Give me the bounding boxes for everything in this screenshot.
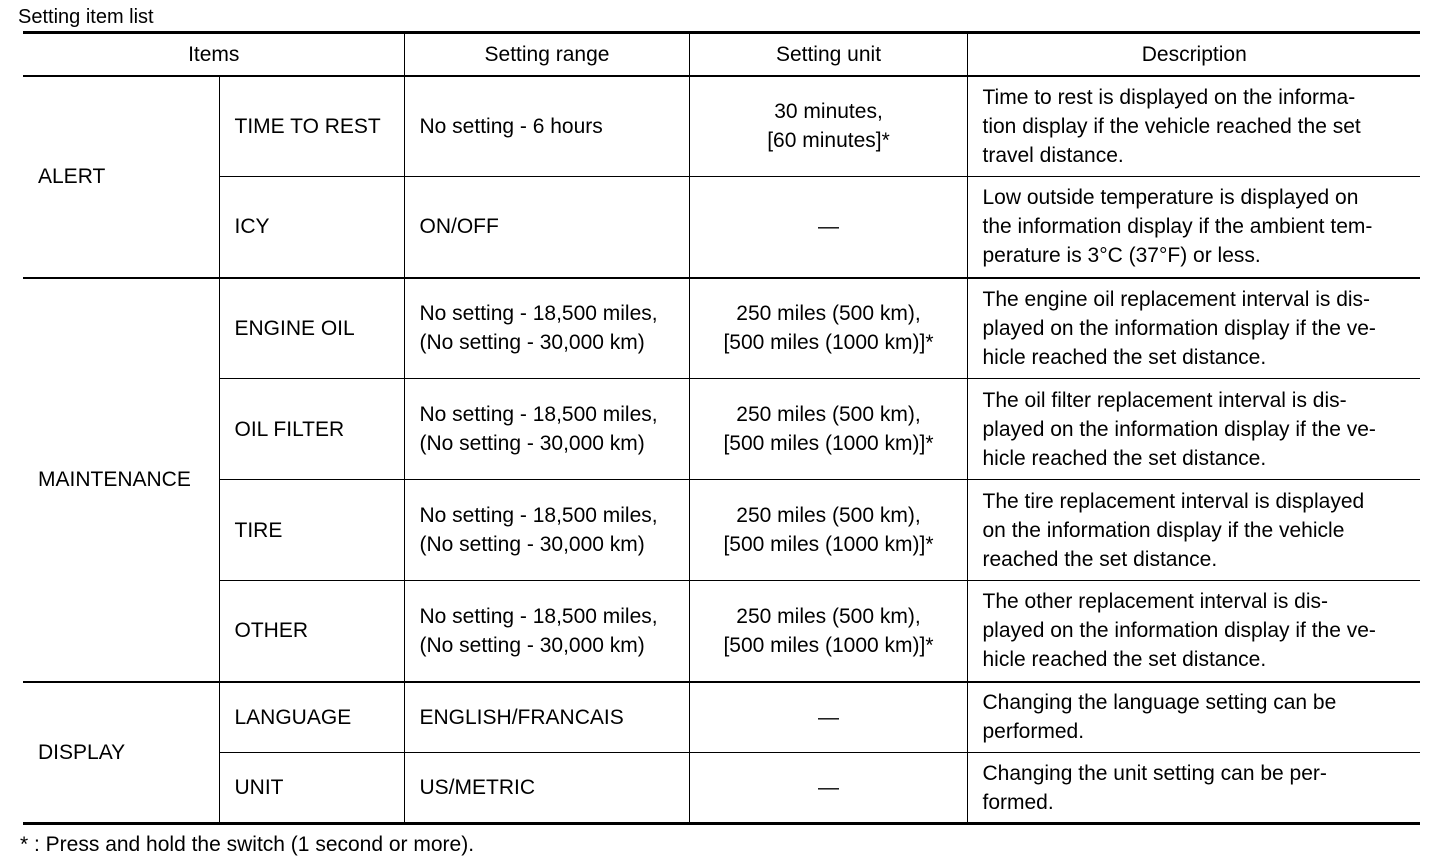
unit-line: [500 miles (1000 km)]*	[723, 533, 934, 556]
unit-oil-filter	[689, 379, 967, 480]
item-oil-filter: OIL FILTER	[219, 379, 404, 480]
desc-line: hicle reached the set distance.	[982, 648, 1267, 672]
header-description: Description	[967, 33, 1420, 76]
range-line: (No setting - 30,000 km)	[419, 533, 645, 556]
footnote: * : Press and hold the switch (1 second or more).	[20, 833, 475, 856]
desc-line: perature is 3°C (37°F) or less.	[982, 244, 1261, 268]
unit-line: 250 miles (500 km),	[736, 403, 921, 426]
table-row	[23, 379, 1420, 480]
range-line: (No setting - 30,000 km)	[419, 331, 645, 355]
unit-engine-oil	[689, 278, 967, 379]
desc-icy	[967, 177, 1420, 278]
desc-line: Time to rest is displayed on the informa-	[982, 85, 1356, 109]
desc-line: The other replacement interval is dis-	[982, 590, 1328, 614]
desc-line: on the information display if the vehicle	[982, 518, 1345, 542]
unit-line: [500 miles (1000 km)]*	[723, 432, 934, 455]
desc-engine-oil	[967, 278, 1420, 379]
desc-line: The oil filter replacement interval is dis-	[982, 388, 1347, 412]
header-setting-unit: Setting unit	[689, 33, 967, 76]
item-language: LANGUAGE	[219, 682, 404, 753]
desc-line: performed.	[982, 720, 1085, 744]
desc-line: played on the information display if the ve-	[982, 619, 1376, 643]
desc-line: played on the information display if the ve-	[982, 417, 1376, 441]
range-time-to-rest	[404, 76, 689, 177]
group-maintenance: MAINTENANCE	[23, 278, 219, 682]
desc-line: The engine oil replacement interval is dis-	[982, 287, 1371, 311]
setting-item-table	[23, 31, 1420, 825]
desc-unit	[967, 753, 1420, 824]
unit-line: 30 minutes,	[774, 100, 883, 124]
range-other	[404, 581, 689, 682]
desc-line: the information display if the ambient tem-	[982, 215, 1373, 239]
unit-line: [500 miles (1000 km)]*	[723, 633, 934, 657]
desc-line: The tire replacement interval is displayed	[982, 489, 1365, 513]
desc-line: formed.	[982, 790, 1054, 814]
desc-line: reached the set distance.	[982, 547, 1218, 571]
unit-line: —	[818, 776, 839, 799]
range-line: No setting - 6 hours	[419, 114, 603, 138]
range-oil-filter	[404, 379, 689, 480]
range-line: (No setting - 30,000 km)	[419, 432, 645, 455]
item-other: OTHER	[219, 581, 404, 682]
table-row	[23, 76, 1420, 177]
unit-unit	[689, 753, 967, 824]
range-engine-oil	[404, 278, 689, 379]
item-engine-oil: ENGINE OIL	[219, 278, 404, 379]
table-row	[23, 581, 1420, 682]
range-language	[404, 682, 689, 753]
desc-line: travel distance.	[982, 143, 1124, 167]
desc-other	[967, 581, 1420, 682]
table-caption: Setting item list	[18, 6, 154, 28]
desc-tire	[967, 480, 1420, 581]
desc-line: Low outside temperature is displayed on	[982, 186, 1359, 210]
table-row	[23, 682, 1420, 753]
desc-oil-filter	[967, 379, 1420, 480]
header-row	[23, 33, 1420, 76]
group-alert: ALERT	[23, 76, 219, 278]
desc-time-to-rest	[967, 76, 1420, 177]
unit-line: 250 miles (500 km),	[736, 504, 921, 527]
table-row	[23, 480, 1420, 581]
item-time-to-rest: TIME TO REST	[219, 76, 404, 177]
unit-line: 250 miles (500 km),	[736, 302, 921, 326]
table-row	[23, 177, 1420, 278]
unit-line: —	[818, 215, 839, 239]
item-tire: TIRE	[219, 480, 404, 581]
group-display: DISPLAY	[23, 682, 219, 824]
header-items: Items	[23, 33, 404, 76]
range-line: (No setting - 30,000 km)	[419, 633, 645, 657]
range-line: No setting - 18,500 miles,	[419, 604, 658, 628]
range-icy	[404, 177, 689, 278]
unit-line: 250 miles (500 km),	[736, 604, 921, 628]
item-icy: ICY	[219, 177, 404, 278]
unit-line: [500 miles (1000 km)]*	[723, 331, 934, 355]
range-line: ON/OFF	[419, 215, 499, 239]
header-setting-range: Setting range	[404, 33, 689, 76]
unit-other	[689, 581, 967, 682]
range-tire	[404, 480, 689, 581]
table-row	[23, 278, 1420, 379]
desc-line: Changing the unit setting can be per-	[982, 761, 1327, 785]
unit-line: —	[818, 705, 839, 729]
desc-line: tion display if the vehicle reached the set	[982, 114, 1361, 138]
range-unit	[404, 753, 689, 824]
desc-line: hicle reached the set distance.	[982, 446, 1267, 470]
range-line: No setting - 18,500 miles,	[419, 504, 658, 527]
unit-icy	[689, 177, 967, 278]
range-line: ENGLISH/FRANCAIS	[419, 705, 624, 729]
range-line: US/METRIC	[419, 776, 535, 799]
unit-language	[689, 682, 967, 753]
range-line: No setting - 18,500 miles,	[419, 302, 658, 326]
unit-tire	[689, 480, 967, 581]
desc-line: Changing the language setting can be	[982, 691, 1337, 715]
unit-time-to-rest	[689, 76, 967, 177]
item-unit: UNIT	[219, 753, 404, 824]
desc-language	[967, 682, 1420, 753]
desc-line: played on the information display if the ve-	[982, 316, 1376, 340]
range-line: No setting - 18,500 miles,	[419, 403, 658, 426]
desc-line: hicle reached the set distance.	[982, 345, 1267, 369]
unit-line: [60 minutes]*	[767, 129, 890, 153]
table-row	[23, 753, 1420, 824]
